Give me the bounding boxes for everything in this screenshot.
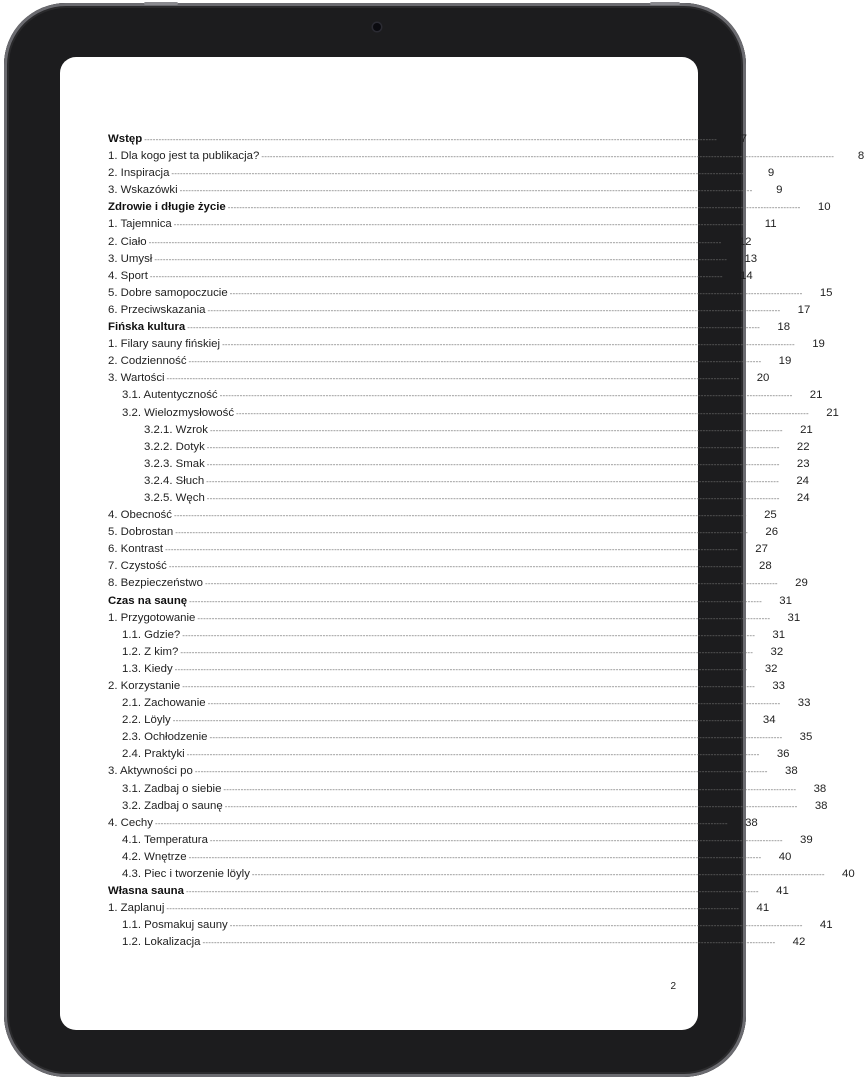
top-button-right[interactable] <box>650 2 680 5</box>
toc-entry-title: 3.2.5. Węch <box>144 491 205 504</box>
toc-entry-page: 26 <box>765 526 779 539</box>
toc-entry-page: 13 <box>744 252 758 265</box>
toc-entry-title: 4.2. Wnętrze <box>122 850 187 863</box>
front-camera-icon <box>373 23 381 31</box>
toc-entry-title: 3.2.3. Smak <box>144 457 205 470</box>
toc-leader-dashes: -------------------------------------------------------------------------------------------------------------------------------------------------------------------------------------------------------- <box>173 220 747 230</box>
toc-leader-dashes: -------------------------------------------------------------------------------------------------------------------------------------------------------------------------------------------------------- <box>175 528 749 538</box>
toc-entry-title: Wstęp <box>108 133 143 145</box>
toc-entry-page: 31 <box>787 611 801 624</box>
toc-leader-dashes: -------------------------------------------------------------------------------------------------------------------------------------------------------------------------------------------------------- <box>187 323 761 333</box>
toc-entry-title: 1. Filary sauny fińskiej <box>108 338 221 351</box>
toc-entry-page: 15 <box>819 286 833 299</box>
toc-entry-page: 27 <box>755 543 768 556</box>
toc-entry-page: 9 <box>776 184 783 197</box>
toc-entry-title: 1.2. Lokalizacja <box>122 936 201 949</box>
toc-entry-page: 9 <box>767 167 775 180</box>
toc-entry-page: 19 <box>812 338 825 351</box>
toc-leader-dashes: -------------------------------------------------------------------------------------------------------------------------------------------------------------------------------------------------------- <box>182 630 756 640</box>
toc-entry-title: 1.2. Z kim? <box>122 645 179 658</box>
toc-leader-dashes: -------------------------------------------------------------------------------------------------------------------------------------------------------------------------------------------------------- <box>219 391 793 401</box>
toc-entry[interactable] <box>108 234 752 251</box>
toc-leader-dashes: -------------------------------------------------------------------------------------------------------------------------------------------------------------------------------------------------------- <box>224 801 798 811</box>
toc-leader-dashes: -------------------------------------------------------------------------------------------------------------------------------------------------------------------------------------------------------- <box>149 271 723 281</box>
toc-leader-dashes: -------------------------------------------------------------------------------------------------------------------------------------------------------------------------------------------------------- <box>197 613 771 623</box>
toc-entry-page: 14 <box>740 269 753 282</box>
toc-leader-dashes: -------------------------------------------------------------------------------------------------------------------------------------------------------------------------------------------------------- <box>222 340 795 350</box>
toc-entry-page: 21 <box>800 423 813 436</box>
toc-leader-dashes: -------------------------------------------------------------------------------------------------------------------------------------------------------------------------------------------------------- <box>172 716 746 726</box>
toc-entry-title: 1. Tajemnica <box>108 218 172 231</box>
toc-entry-page: 10 <box>817 201 831 214</box>
toc-entry[interactable] <box>108 182 783 199</box>
toc-entry-title: Własna sauna <box>108 885 184 898</box>
toc-leader-dashes: -------------------------------------------------------------------------------------------------------------------------------------------------------------------------------------------------------- <box>188 357 762 367</box>
toc-entry-page: 34 <box>762 714 776 727</box>
toc-entry-title: 2. Codzienność <box>108 355 187 368</box>
toc-entry-title: 5. Dobrostan <box>108 526 174 539</box>
toc-entry-title: 3.2. Zadbaj o saunę <box>122 799 223 812</box>
toc-leader-dashes: -------------------------------------------------------------------------------------------------------------------------------------------------------------------------------------------------------- <box>202 938 776 948</box>
toc-entry[interactable] <box>108 302 811 319</box>
toc-leader-dashes: -------------------------------------------------------------------------------------------------------------------------------------------------------------------------------------------------------- <box>227 203 801 213</box>
toc-leader-dashes: -------------------------------------------------------------------------------------------------------------------------------------------------------------------------------------------------------- <box>166 904 740 914</box>
toc-section-heading[interactable] <box>108 883 789 900</box>
toc-leader-dashes: -------------------------------------------------------------------------------------------------------------------------------------------------------------------------------------------------------- <box>209 835 783 845</box>
toc-entry[interactable] <box>108 934 806 951</box>
toc-entry-title: 3.2.2. Dotyk <box>144 440 205 453</box>
toc-entry-title: 5. Dobre samopoczucie <box>108 286 228 299</box>
toc-entry-page: 41 <box>756 902 770 915</box>
toc-entry-page: 39 <box>800 833 813 846</box>
toc-section-heading[interactable] <box>108 319 791 336</box>
toc-entry-title: 2.2. Löyly <box>122 714 171 727</box>
toc-entry[interactable] <box>108 661 778 678</box>
toc-entry[interactable] <box>108 353 792 370</box>
toc-entry-page: 32 <box>770 645 784 658</box>
toc-entry-title: 2.1. Zachowanie <box>122 697 206 710</box>
toc-entry[interactable] <box>108 439 810 456</box>
toc-entry-title: 3.2.4. Słuch <box>144 474 205 487</box>
toc-entry-page: 24 <box>796 491 810 504</box>
toc-leader-dashes: -------------------------------------------------------------------------------------------------------------------------------------------------------------------------------------------------------- <box>189 596 762 606</box>
toc-entry-page: 11 <box>764 218 777 231</box>
toc-entry-page: 29 <box>795 577 808 590</box>
toc-leader-dashes: -------------------------------------------------------------------------------------------------------------------------------------------------------------------------------------------------------- <box>179 186 753 196</box>
toc-entry[interactable] <box>108 251 758 268</box>
toc-entry-page: 21 <box>826 406 839 419</box>
toc-entry[interactable] <box>108 456 810 473</box>
toc-entry-title: 3.1. Zadbaj o siebie <box>122 782 222 795</box>
toc-entry-title: 2.4. Praktyki <box>122 748 185 761</box>
toc-leader-dashes: -------------------------------------------------------------------------------------------------------------------------------------------------------------------------------------------------------- <box>188 852 762 862</box>
toc-entry-title: 4. Sport <box>108 269 148 282</box>
document-page <box>60 57 864 1030</box>
toc-entry[interactable] <box>108 849 792 866</box>
toc-entry-title: 4.3. Piec i tworzenie löyly <box>122 868 250 881</box>
toc-leader-dashes: -------------------------------------------------------------------------------------------------------------------------------------------------------------------------------------------------------- <box>229 288 803 298</box>
toc-entry-title: 1.1. Posmakuj sauny <box>122 919 228 932</box>
toc-entry-page: 21 <box>809 389 823 402</box>
table-of-contents <box>108 131 864 952</box>
toc-entry[interactable] <box>108 490 810 507</box>
toc-section-heading[interactable] <box>108 199 831 216</box>
toc-entry[interactable] <box>108 148 864 165</box>
toc-entry[interactable] <box>108 575 808 592</box>
toc-leader-dashes: -------------------------------------------------------------------------------------------------------------------------------------------------------------------------------------------------------- <box>206 442 780 452</box>
toc-entry-title: 3.2.1. Wzrok <box>144 423 208 436</box>
toc-entry[interactable] <box>108 387 823 404</box>
toc-entry-title: 3.1. Autentyczność <box>122 389 218 402</box>
toc-entry[interactable] <box>108 900 770 917</box>
toc-entry-title: 4. Cechy <box>108 816 153 829</box>
toc-entry-title: 1.3. Kiedy <box>122 662 173 675</box>
toc-leader-dashes: -------------------------------------------------------------------------------------------------------------------------------------------------------------------------------------------------------- <box>209 733 783 743</box>
toc-leader-dashes: -------------------------------------------------------------------------------------------------------------------------------------------------------------------------------------------------------- <box>186 750 760 760</box>
toc-leader-dashes: -------------------------------------------------------------------------------------------------------------------------------------------------------------------------------------------------------- <box>166 374 740 384</box>
toc-entry[interactable] <box>108 370 770 387</box>
page-number: 2 <box>670 981 676 992</box>
toc-entry[interactable] <box>108 405 839 422</box>
toc-entry-title: 3.2. Wielozmysłowość <box>122 406 235 419</box>
toc-entry-page: 38 <box>814 799 828 812</box>
toc-entry[interactable] <box>108 524 779 541</box>
toc-entry-page: 24 <box>796 474 809 487</box>
toc-entry-page: 31 <box>772 628 786 641</box>
toc-leader-dashes: -------------------------------------------------------------------------------------------------------------------------------------------------------------------------------------------------------- <box>204 579 778 589</box>
toc-entry-title: 2. Inspiracja <box>108 167 170 180</box>
toc-entry-page: 33 <box>772 680 785 692</box>
toc-entry-page: 40 <box>778 850 792 863</box>
toc-leader-dashes: -------------------------------------------------------------------------------------------------------------------------------------------------------------------------------------------------------- <box>261 152 835 162</box>
toc-entry-page: 20 <box>756 372 770 385</box>
top-button-left[interactable] <box>144 2 178 5</box>
toc-entry[interactable] <box>108 815 758 832</box>
toc-leader-dashes: -------------------------------------------------------------------------------------------------------------------------------------------------------------------------------------------------------- <box>206 459 780 469</box>
toc-entry-title: 6. Kontrast <box>108 543 164 556</box>
toc-entry-title: 1. Przygotowanie <box>108 611 196 624</box>
toc-entry[interactable] <box>108 729 813 746</box>
toc-entry-page: 22 <box>796 440 810 453</box>
toc-entry[interactable] <box>108 336 825 353</box>
toc-entry-page: 36 <box>776 748 790 761</box>
toc-leader-dashes: -------------------------------------------------------------------------------------------------------------------------------------------------------------------------------------------------------- <box>206 493 780 503</box>
toc-entry-title: 2. Ciało <box>108 235 147 248</box>
toc-entry-title: Czas na saunę <box>108 594 188 607</box>
toc-entry-page: 40 <box>842 868 855 881</box>
toc-entry[interactable] <box>108 678 785 695</box>
toc-leader-dashes: -------------------------------------------------------------------------------------------------------------------------------------------------------------------------------------------------------- <box>165 545 738 555</box>
toc-entry-title: 8. Bezpieczeństwo <box>108 577 203 590</box>
toc-entry-title: 4.1. Temperatura <box>122 833 208 846</box>
toc-entry-title: Zdrowie i długie życie <box>108 201 226 214</box>
toc-entry-page: 41 <box>776 885 789 898</box>
toc-entry[interactable] <box>108 285 833 302</box>
toc-leader-dashes: -------------------------------------------------------------------------------------------------------------------------------------------------------------------------------------------------------- <box>168 562 742 572</box>
toc-leader-dashes: -------------------------------------------------------------------------------------------------------------------------------------------------------------------------------------------------------- <box>209 425 783 435</box>
toc-entry-title: 4. Obecność <box>108 509 172 522</box>
toc-entry-title: 1. Zaplanuj <box>108 902 165 915</box>
toc-entry-page: 28 <box>759 560 772 573</box>
toc-entry[interactable] <box>108 627 786 644</box>
toc-section-heading[interactable] <box>108 131 747 148</box>
toc-entry[interactable] <box>108 866 855 883</box>
toc-entry-page: 38 <box>813 782 827 795</box>
toc-entry-page: 7 <box>740 133 747 145</box>
tablet-frame <box>4 3 864 1077</box>
toc-leader-dashes: -------------------------------------------------------------------------------------------------------------------------------------------------------------------------------------------------------- <box>154 818 728 828</box>
toc-entry-page: 8 <box>857 150 864 163</box>
toc-leader-dashes: -------------------------------------------------------------------------------------------------------------------------------------------------------------------------------------------------------- <box>174 664 748 674</box>
toc-entry-title: 3. Aktywności po <box>108 765 193 778</box>
toc-entry-page: 35 <box>799 731 813 744</box>
toc-leader-dashes: -------------------------------------------------------------------------------------------------------------------------------------------------------------------------------------------------------- <box>207 699 781 709</box>
toc-entry-page: 25 <box>764 509 777 522</box>
toc-entry[interactable] <box>108 541 768 558</box>
toc-leader-dashes: -------------------------------------------------------------------------------------------------------------------------------------------------------------------------------------------------------- <box>206 476 779 486</box>
toc-entry-title: 2. Korzystanie <box>108 680 181 692</box>
toc-entry[interactable] <box>108 422 813 439</box>
toc-entry-page: 33 <box>797 697 811 710</box>
toc-entry-title: 3. Umysł <box>108 252 153 265</box>
toc-entry-title: 1. Dla kogo jest ta publikacja? <box>108 150 260 163</box>
toc-entry-title: 3. Wartości <box>108 372 165 385</box>
toc-section-heading[interactable] <box>108 593 792 610</box>
toc-leader-dashes: -------------------------------------------------------------------------------------------------------------------------------------------------------------------------------------------------------- <box>180 647 754 657</box>
toc-entry-page: 38 <box>784 765 798 778</box>
toc-entry[interactable] <box>108 832 813 849</box>
toc-entry[interactable] <box>108 798 828 815</box>
toc-leader-dashes: -------------------------------------------------------------------------------------------------------------------------------------------------------------------------------------------------------- <box>154 254 728 264</box>
toc-entry-title: Fińska kultura <box>108 321 186 334</box>
toc-entry-page: 18 <box>777 321 791 334</box>
toc-entry-page: 23 <box>796 457 810 470</box>
toc-entry-page: 12 <box>738 235 752 248</box>
toc-leader-dashes: -------------------------------------------------------------------------------------------------------------------------------------------------------------------------------------------------------- <box>171 169 745 179</box>
toc-leader-dashes: -------------------------------------------------------------------------------------------------------------------------------------------------------------------------------------------------------- <box>148 237 722 247</box>
toc-entry[interactable] <box>108 746 790 763</box>
toc-entry-title: 1.1. Gdzie? <box>122 628 181 641</box>
toc-leader-dashes: -------------------------------------------------------------------------------------------------------------------------------------------------------------------------------------------------------- <box>251 870 825 880</box>
toc-leader-dashes: -------------------------------------------------------------------------------------------------------------------------------------------------------------------------------------------------------- <box>229 921 803 931</box>
toc-entry-page: 38 <box>745 816 758 829</box>
toc-entry[interactable] <box>108 558 772 575</box>
toc-entry[interactable] <box>108 781 827 798</box>
toc-leader-dashes: -------------------------------------------------------------------------------------------------------------------------------------------------------------------------------------------------------- <box>207 305 781 315</box>
toc-entry[interactable] <box>108 644 784 661</box>
toc-entry-title: 3. Wskazówki <box>108 184 178 197</box>
toc-entry-title: 6. Przeciwskazania <box>108 303 206 316</box>
toc-entry[interactable] <box>108 763 798 780</box>
toc-entry[interactable] <box>108 507 777 524</box>
toc-entry[interactable] <box>108 268 753 285</box>
toc-entry[interactable] <box>108 165 775 182</box>
toc-entry[interactable] <box>108 610 801 627</box>
toc-leader-dashes: -------------------------------------------------------------------------------------------------------------------------------------------------------------------------------------------------------- <box>194 767 768 777</box>
toc-entry[interactable] <box>108 695 811 712</box>
toc-entry[interactable] <box>108 712 776 729</box>
toc-entry[interactable] <box>108 917 833 934</box>
toc-entry[interactable] <box>108 216 777 233</box>
toc-entry-page: 41 <box>819 919 833 932</box>
toc-entry[interactable] <box>108 473 809 490</box>
toc-entry-page: 31 <box>779 594 792 607</box>
toc-leader-dashes: -------------------------------------------------------------------------------------------------------------------------------------------------------------------------------------------------------- <box>173 511 747 521</box>
toc-leader-dashes: -------------------------------------------------------------------------------------------------------------------------------------------------------------------------------------------------------- <box>182 682 755 691</box>
toc-entry-title: 7. Czystość <box>108 560 167 573</box>
toc-leader-dashes: -------------------------------------------------------------------------------------------------------------------------------------------------------------------------------------------------------- <box>223 784 797 794</box>
toc-entry-page: 32 <box>764 662 778 675</box>
toc-leader-dashes: -------------------------------------------------------------------------------------------------------------------------------------------------------------------------------------------------------- <box>144 135 717 144</box>
toc-entry-title: 2.3. Ochłodzenie <box>122 731 208 744</box>
toc-entry-page: 17 <box>797 303 811 316</box>
toc-entry-page: 19 <box>778 355 792 368</box>
toc-entry-page: 42 <box>792 936 806 949</box>
toc-leader-dashes: -------------------------------------------------------------------------------------------------------------------------------------------------------------------------------------------------------- <box>236 408 809 418</box>
toc-leader-dashes: -------------------------------------------------------------------------------------------------------------------------------------------------------------------------------------------------------- <box>185 887 759 897</box>
